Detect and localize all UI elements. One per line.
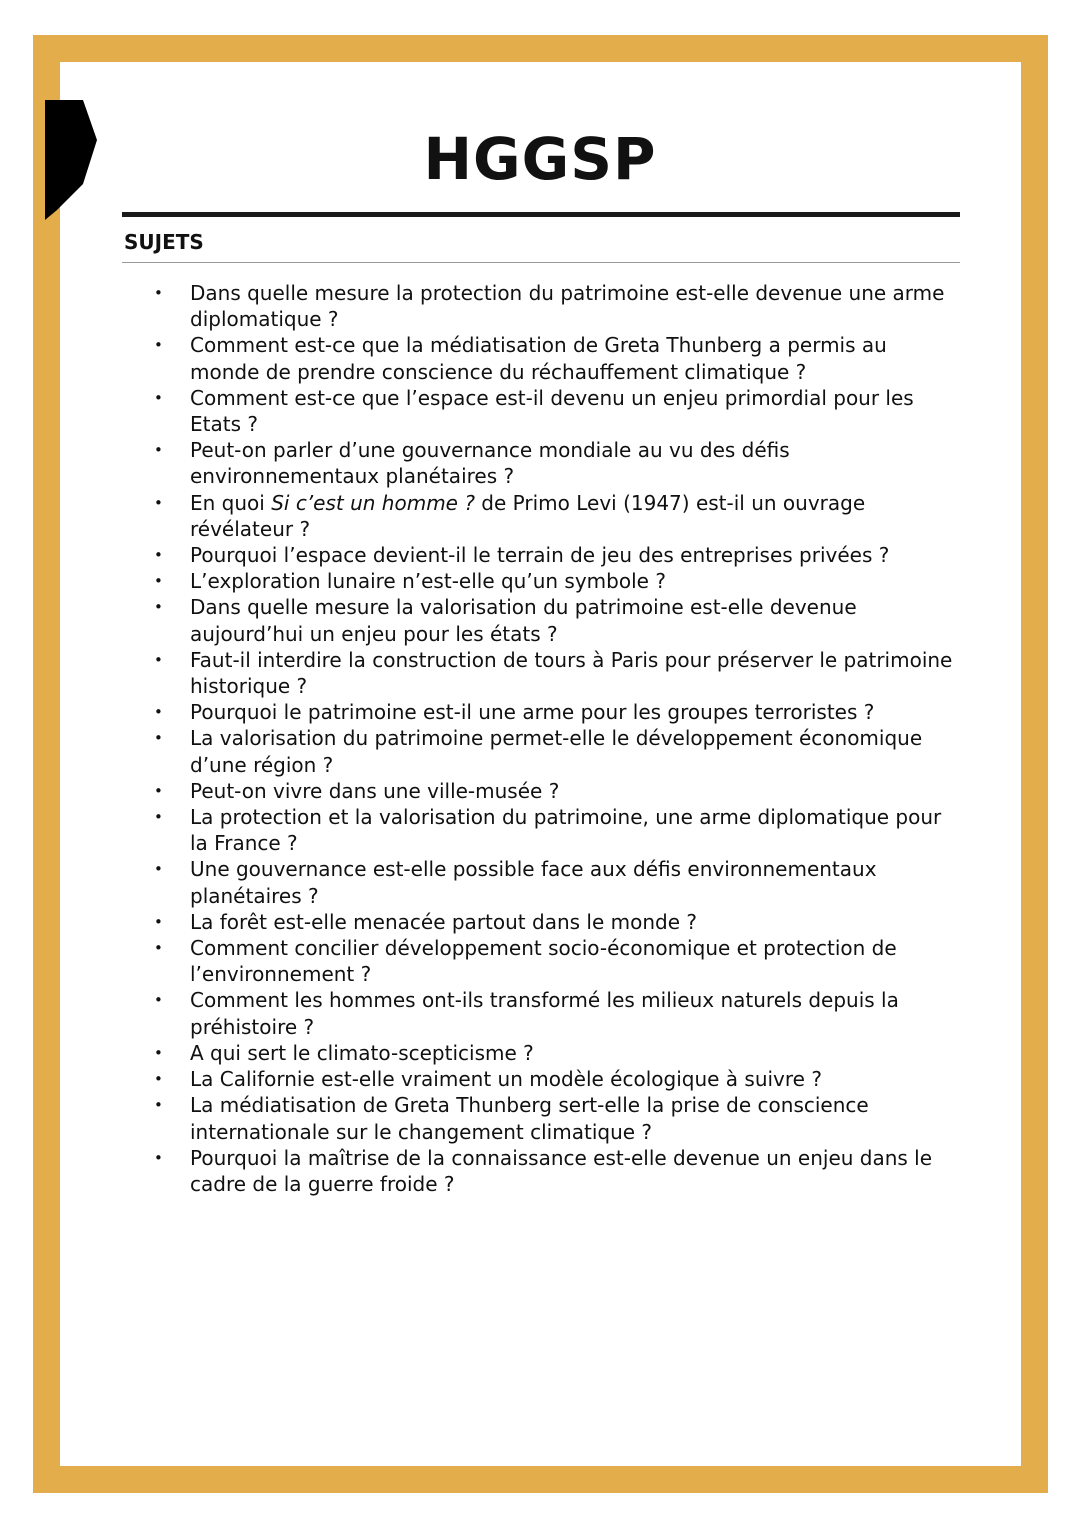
topic-item bbox=[150, 490, 962, 542]
bullet-icon: • bbox=[154, 808, 163, 827]
bullet-icon: • bbox=[154, 388, 163, 407]
topic-list bbox=[150, 280, 962, 1197]
bullet-icon: • bbox=[154, 284, 163, 302]
topic-item bbox=[150, 856, 962, 908]
topic-item bbox=[150, 1040, 962, 1066]
topic-text-after: de Primo Levi (1947) est-il un ouvrage révélateur ? bbox=[190, 490, 866, 541]
topic-text: Comment concilier développement socio-économique et protection de l’environnement ? bbox=[190, 936, 897, 987]
book-title-italic: Si c’est un homme ? bbox=[271, 490, 475, 515]
bullet-icon: • bbox=[154, 1043, 163, 1062]
topic-text: La Californie est-elle vraiment un modèle écologique à suivre ? bbox=[190, 1067, 822, 1092]
topic-item bbox=[150, 332, 962, 384]
topic-item bbox=[150, 594, 962, 646]
topic-item bbox=[150, 280, 962, 332]
page-title: HGGSP bbox=[423, 125, 657, 193]
topic-text: Pourquoi la maîtrise de la connaissance est-elle devenue un enjeu dans le cadre de la guerre froide ? bbox=[190, 1145, 933, 1196]
topic-text: Pourquoi l’espace devient-il le terrain de jeu des entreprises privées ? bbox=[190, 543, 890, 568]
bullet-icon: • bbox=[154, 912, 163, 931]
topic-text: La forêt est-elle menacée partout dans le monde ? bbox=[190, 909, 697, 934]
topic-text: A qui sert le climato-scepticisme ? bbox=[190, 1040, 534, 1065]
bullet-icon: • bbox=[154, 860, 163, 879]
bullet-icon: • bbox=[154, 781, 163, 800]
bullet-icon: • bbox=[154, 598, 163, 617]
topic-text: La valorisation du patrimoine permet-elle le développement économique d’une région ? bbox=[190, 726, 923, 777]
section-divider bbox=[122, 262, 960, 263]
topic-item bbox=[150, 1145, 962, 1197]
bullet-icon: • bbox=[154, 441, 163, 460]
bullet-icon: • bbox=[154, 991, 163, 1010]
topic-text-before: En quoi bbox=[190, 490, 272, 515]
topic-text: Comment les hommes ont-ils transformé les milieux naturels depuis la préhistoire ? bbox=[190, 988, 899, 1039]
bullet-icon: • bbox=[154, 336, 163, 355]
title-divider bbox=[122, 212, 960, 217]
topic-text: L’exploration lunaire n’est-elle qu’un symbole ? bbox=[190, 569, 666, 594]
bullet-icon: • bbox=[154, 546, 163, 565]
topic-text: Peut-on parler d’une gouvernance mondiale au vu des défis environnementaux planétaires ? bbox=[190, 438, 790, 489]
topic-text: Dans quelle mesure la protection du patrimoine est-elle devenue une arme diplomatique ? bbox=[190, 281, 945, 332]
topic-item bbox=[150, 647, 962, 699]
topic-text: La médiatisation de Greta Thunberg sert-elle la prise de conscience internationale sur le changement climatique ? bbox=[190, 1093, 869, 1144]
topic-item bbox=[150, 778, 962, 804]
bullet-icon: • bbox=[154, 1148, 163, 1167]
topic-text: La protection et la valorisation du patrimoine, une arme diplomatique pour la France ? bbox=[190, 805, 942, 856]
topic-item bbox=[150, 725, 962, 777]
topic-text: Une gouvernance est-elle possible face aux défis environnementaux planétaires ? bbox=[190, 857, 877, 908]
bullet-icon: • bbox=[154, 729, 163, 748]
bullet-icon: • bbox=[154, 572, 163, 591]
topic-text: Dans quelle mesure la valorisation du patrimoine est-elle devenue aujourd’hui un enjeu pour les états ? bbox=[190, 595, 857, 646]
bullet-icon: • bbox=[154, 1070, 163, 1089]
topic-item bbox=[150, 804, 962, 856]
bullet-icon: • bbox=[154, 650, 163, 669]
bullet-icon: • bbox=[154, 1096, 163, 1115]
topic-item bbox=[150, 987, 962, 1039]
topic-text bbox=[190, 491, 865, 541]
topic-item bbox=[150, 385, 962, 437]
section-heading: SUJETS bbox=[124, 230, 204, 254]
topic-text: Peut-on vivre dans une ville-musée ? bbox=[190, 778, 560, 803]
topic-item bbox=[150, 935, 962, 987]
topic-text: Comment est-ce que la médiatisation de Greta Thunberg a permis au monde de prendre conscience du réchauffement climatique ? bbox=[190, 333, 887, 384]
topic-item bbox=[150, 699, 962, 725]
bullet-icon: • bbox=[154, 703, 163, 722]
topic-item bbox=[150, 1092, 962, 1144]
topic-text: Comment est-ce que l’espace est-il devenu un enjeu primordial pour les Etats ? bbox=[190, 385, 914, 437]
topic-item bbox=[150, 437, 962, 489]
topic-item bbox=[150, 568, 962, 594]
topic-item bbox=[150, 1066, 962, 1092]
topic-item bbox=[150, 542, 962, 568]
topic-text: Faut-il interdire la construction de tours à Paris pour préserver le patrimoine historique ? bbox=[190, 647, 953, 699]
bullet-icon: • bbox=[154, 939, 163, 958]
topic-item bbox=[150, 909, 962, 935]
bullet-icon: • bbox=[154, 493, 163, 512]
topic-text: Pourquoi le patrimoine est-il une arme pour les groupes terroristes ? bbox=[190, 700, 875, 725]
